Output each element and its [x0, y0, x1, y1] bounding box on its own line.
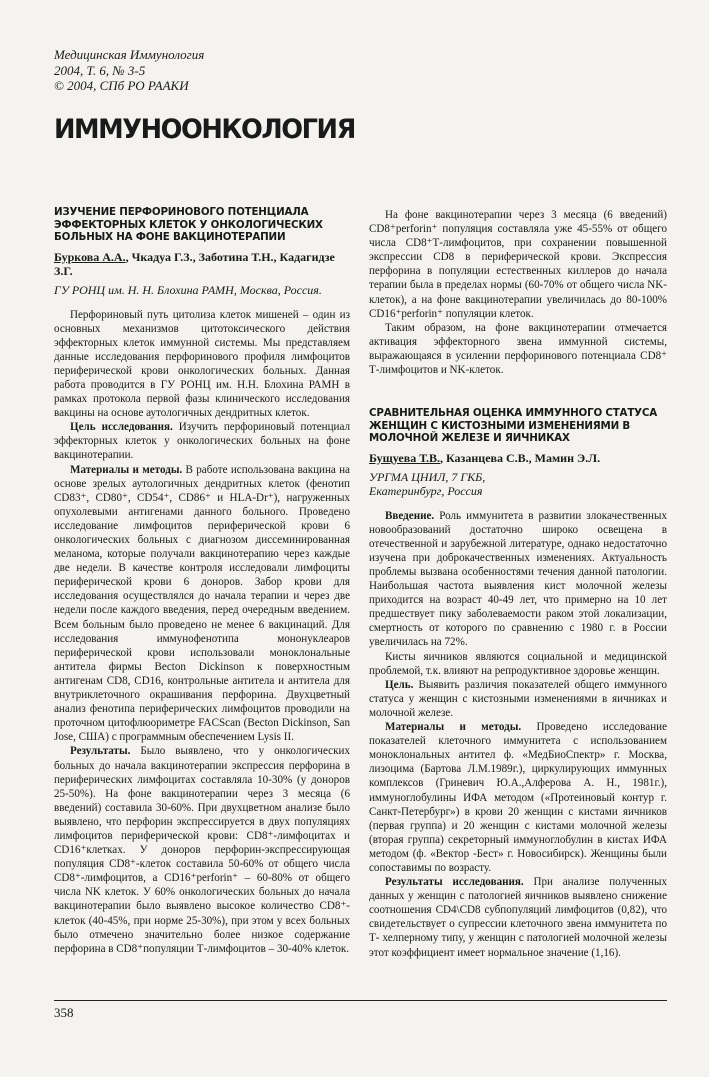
- article2-aim-text: Выявить различия показателей общего иммунного статуса у женщин с кистозными изменениями в яичниках и молочной железе.: [369, 678, 667, 719]
- footer-rule: [54, 1000, 667, 1001]
- article2-affiliation-line2: Екатеринбург, Россия: [369, 483, 483, 498]
- article2-results-label: Результаты исследования.: [385, 876, 524, 889]
- article2-methods-label: Материалы и методы.: [385, 721, 522, 734]
- article1-aim: [54, 420, 350, 462]
- journal-name: Медицинская Иммунология: [54, 47, 205, 62]
- article2-methods-text: Проведено исследование показателей клеточного иммунитета с использованием моноклональных антител ф. «МедБиоСпектр» г. Москва, лизоцима (Бартова Л.М.1989г.), циркулирующих иммунных комплексов (Гриневич Ю.А.,Алферова А. Н., 1981г.), иммуноглобулины ИФА методом («Протеиновый контур г. Санкт-Петербург») в крови 20 женщин с кистами яичников (первая группа) и 20 женщин с кистами молочной железы (вторая группа) секреторный иммуноглобулин в кистах ИФА методом (ф. «Вектор -Бест» г. Новосибирск). Женщины были сопоставимы по возрасту.: [369, 721, 667, 874]
- article1-presenting-author: Буркова А.А.: [54, 249, 126, 264]
- article2-title: СРАВНИТЕЛЬНАЯ ОЦЕНКА ИММУННОГО СТАТУСА ЖЕНЩИН С КИСТОЗНЫМИ ИЗМЕНЕНИЯМИ В МОЛОЧНОЙ ЖЕЛЕЗЕ И ЯИЧНИКАХ: [369, 407, 658, 445]
- section-title: ИММУНООНКОЛОГИЯ: [54, 114, 355, 145]
- article1-authors: [54, 250, 350, 278]
- article1-coauthors: , Чкадуа Г.З., Заботина Т.Н., Кадагидзе З.Г.: [54, 249, 335, 278]
- article1-intro: Перфориновый путь цитолиза клеток мишеней – один из основных механизмов цитотоксического действия эффекторных клеток иммунной системы. Мы представляем данные исследования перфоринового профиля лимфоцитов периферической крови онкологических больных. Данная работа проводится в ГУ РОНЦ им. Н.Н. Блохина РАМН в рамках протокола первой фазы клинического исследования вакцины на основе аутологичных дендритных клеток.: [54, 308, 350, 420]
- article2-methods: [369, 720, 667, 875]
- article1-conclusion: Таким образом, на фоне вакцинотерапии отмечается активация эффекторного звена иммунной системы, выражающаяся в усилении перфоринового потенциала CD8⁺ Т-лимфоцитов и NK-клеток.: [369, 321, 667, 377]
- article1-methods: [54, 463, 350, 745]
- article1-aim-text: Изучить перфориновый потенциал эффекторных клеток у онкологических больных на фоне вакцинотерапии.: [54, 421, 350, 462]
- article1-results-label: Результаты.: [70, 745, 131, 758]
- article2-authors: [369, 451, 667, 465]
- article2-aim-label: Цель.: [385, 678, 414, 691]
- article1-affiliation: ГУ РОНЦ им. Н. Н. Блохина РАМН, Москва, Россия.: [54, 282, 322, 297]
- article1-results-text: Было выявлено, что у онкологических больных до начала вакцинотерапии экспрессия перфорина в периферических лимфоцитах составляла 10-30% (у доноров 25-50%). На фоне вакцинотерапии через 3 месяца (6 введений) составила 30-60%. При двухцветном анализе было выявлено, что перфорин экспрессируется в двух популяциях лимфоцитов периферической крови: CD8⁺-лимфоцитах и CD16⁺клетках. У доноров перфорин-экспрессирующая популяция CD8⁺-клеток составила 50-60% от общего числа CD8⁺-лимфоцитов, а CD16⁺perforin⁺ – 60-80% от общего числа NK клеток. У 60% онкологических больных до начала вакцинотерапии было выявлено высокое количество CD8⁺-клеток (40-45%, при норме 25-30%), при этом у всех больных было отмечено значительно более низкое содержание перфорина в CD8⁺популяции Т-лимфоцитов – 30-40% клеток.: [54, 745, 350, 955]
- article2-aim: [369, 678, 667, 720]
- article2-results-text: При анализе полученных данных у женщин с патологией яичников выявлено снижение соотношения CD4\CD8 субпопуляций лимфоцитов (0,82), что свидетельствует о супрессии клеточного звена иммунитета по Т- хелперному типу, у женщин с патологией молочной железы этот коэффициент имеет нормальное значение (1,16).: [369, 876, 667, 959]
- article1-aim-label: Цель исследования.: [70, 421, 173, 434]
- article2-intro-text: Роль иммунитета в развитии злокачественных новообразований достаточно широко освещена в отечественной и зарубежной литературе, однако недостаточно изучена при доброкачественных изменениях. Актуальность проблемы вызвана особенностями течения данной патологии. Наибольшая частота выявления кист молочной железы приходится на возраст 40-49 лет, что примерно на 10 лет предшествует пику заболеваемости раком этой локализации, смертность от которого по сравнению с 1980 г. в России увеличилась на 72%.: [369, 509, 667, 649]
- article2-presenting-author: Бущуева Т.В.: [369, 450, 441, 465]
- article2-intro: [369, 509, 667, 650]
- article2-intro-label: Введение.: [385, 509, 435, 522]
- journal-copyright: © 2004, СПб РО РААКИ: [54, 78, 189, 93]
- journal-header: [54, 47, 204, 94]
- article2-para2: Кисты яичников являются социальной и медицинской проблемой, т.к. влияют на репродуктивное здоровье женщин.: [369, 650, 667, 677]
- article1-title: ИЗУЧЕНИЕ ПЕРФОРИНОВОГО ПОТЕНЦИАЛА ЭФФЕКТОРНЫХ КЛЕТОК У ОНКОЛОГИЧЕСКИХ БОЛЬНЫХ НА ФОНЕ ВАКЦИНОТЕРАПИИ: [54, 206, 323, 243]
- article1-methods-label: Материалы и методы.: [70, 463, 183, 476]
- article2-affiliation-line1: УРГМА ЦНИЛ, 7 ГКБ,: [369, 469, 486, 484]
- article2-results: [369, 875, 667, 960]
- article1-results-continued: На фоне вакцинотерапии через 3 месяца (6 введений) CD8⁺perforin⁺ популяция составляла уже 45-55% от общего числа CD8⁺Т-лимфоцитов, при сохранении повышенной экспрессии CD8 в периферической крови. Экспрессия перфорина в популяции естественных киллеров до начала терапии была в пределах нормы (60-70% от общего числа NK-клеток), а на фоне вакцинотерапии увеличилась до 80-100% CD16⁺perforin⁺ популяции клеток.: [369, 209, 667, 320]
- article1-results: [54, 744, 350, 955]
- left-column: [54, 206, 350, 956]
- article2-coauthors: , Казанцева С.В., Мамин Э.Л.: [440, 450, 601, 465]
- right-column: [369, 208, 667, 960]
- article1-methods-text: В работе использована вакцина на основе зрелых аутологичных дендритных клеток (фенотип CD83⁺, CD80⁺, CD54⁺, CD86⁺ и HLA-Dr⁺), нагруженных опухолевыми антигенами данного больного. Проведено исследование лимфоцитов периферической крови 6 онкологических больных с диагнозом диссеминированная меланома, которые получали вакцинотерапию через каждые две недели. В качестве контроля исследовали лимфоциты периферической крови 6 доноров. Забор крови для исследования осуществлялся до начала терапии и через две недели после каждого введения, перед очередным введением. Всем больным было проведено не менее 6 вакцинаций. Для исследования иммунофенотипа мононуклеаров периферической крови использовали моноклональные антитела фирмы Becton Dickinson к поверхностным антигенам CD8, CD16, контрольные антитела и антитела для внутриклеточного окрашивания перфорина. Двухцветный анализ фенотипа периферических лимфоцитов проводили на проточном цитофлюориметре FACScan (Becton Dickinson, San Jose, США) с программным обеспечением Lysis II.: [54, 463, 350, 744]
- article2-affiliation: [369, 470, 667, 498]
- journal-issue: 2004, Т. 6, № 3-5: [54, 62, 146, 78]
- page-number: 358: [54, 1005, 74, 1020]
